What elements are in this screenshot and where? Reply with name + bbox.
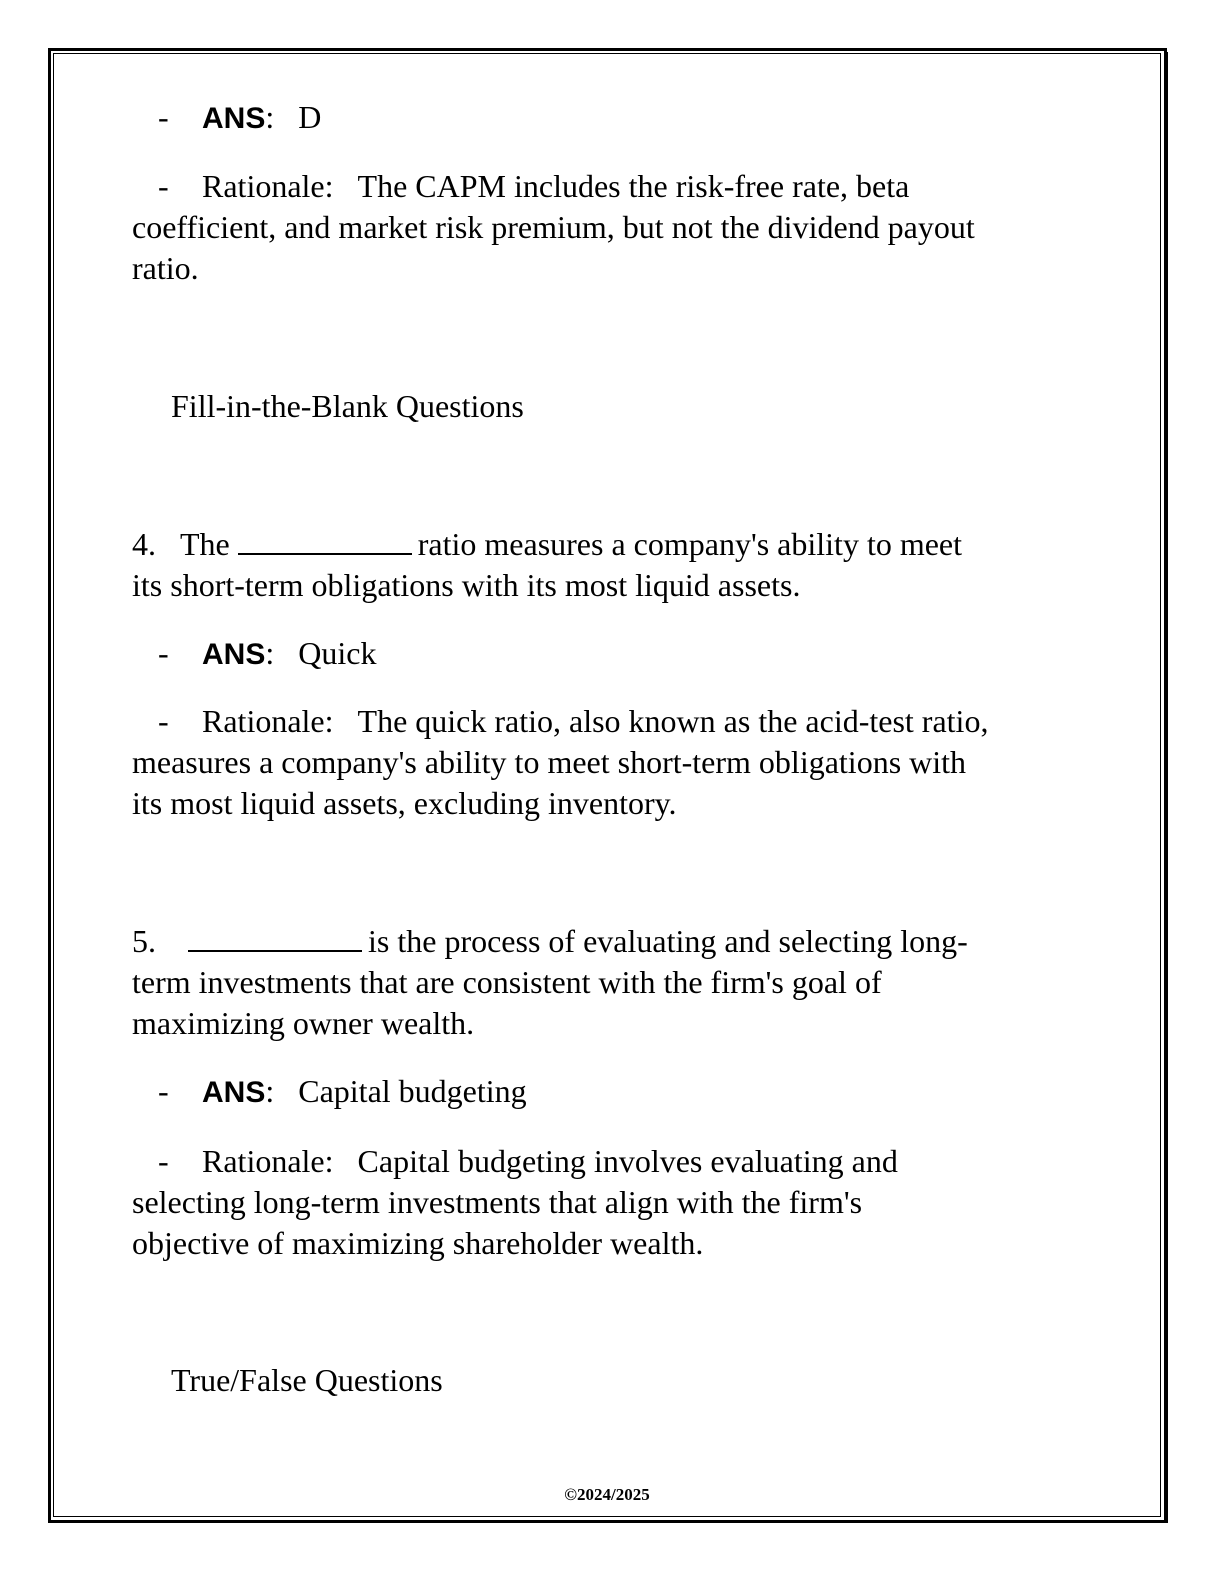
rationale-dash: - (158, 168, 169, 204)
answer-value: Quick (298, 635, 377, 671)
rationale-dash: - (158, 703, 169, 739)
answer-separator: : (265, 1073, 275, 1109)
rationale-line: ratio. (132, 250, 199, 286)
answer-line (132, 633, 1092, 675)
question-number: 4. (132, 526, 156, 562)
answer-line (132, 97, 1092, 139)
question-number: 5. (132, 923, 156, 959)
rationale-text: The quick ratio, also known as the acid-test ratio, (357, 703, 989, 739)
rationale-text: The CAPM includes the risk-free rate, beta (357, 168, 910, 204)
question-text: is the process of evaluating and selecting long- (368, 923, 968, 959)
answer-separator: : (265, 99, 275, 135)
rationale-line (132, 701, 1092, 742)
fill-in-blank (238, 527, 412, 555)
rationale-dash: - (158, 1143, 169, 1179)
rationale-label: Rationale: (202, 703, 334, 739)
answer-label: ANS (202, 638, 266, 671)
rationale-line: measures a company's ability to meet short-term obligations with (132, 744, 967, 780)
answer-label: ANS (202, 1076, 266, 1109)
question-text: ratio measures a company's ability to meet (417, 526, 963, 562)
answer-dash: - (158, 99, 169, 135)
question-line: maximizing owner wealth. (132, 1005, 475, 1041)
rationale-line: objective of maximizing shareholder wealth. (132, 1225, 704, 1261)
page-border-shadow-right (1166, 52, 1168, 1523)
question-line (132, 921, 1092, 962)
rationale-line (132, 1141, 1092, 1182)
section-heading: Fill-in-the-Blank Questions (171, 388, 524, 424)
question-line (132, 524, 1092, 565)
rationale-line: its most liquid assets, excluding inventory. (132, 785, 677, 821)
section-heading: True/False Questions (171, 1362, 443, 1398)
rationale-label: Rationale: (202, 1143, 334, 1179)
question-text: The (180, 526, 230, 562)
question-line: its short-term obligations with its most liquid assets. (132, 567, 801, 603)
rationale-label: Rationale: (202, 168, 334, 204)
question-line: term investments that are consistent with the firm's goal of (132, 964, 882, 1000)
rationale-line: selecting long-term investments that align with the firm's (132, 1184, 863, 1220)
page-border-shadow-bottom (52, 1521, 1168, 1523)
fill-in-blank (188, 924, 362, 952)
answer-value: Capital budgeting (298, 1073, 527, 1109)
answer-separator: : (265, 635, 275, 671)
rationale-line: coefficient, and market risk premium, but not the dividend payout (132, 209, 975, 245)
answer-dash: - (158, 635, 169, 671)
answer-dash: - (158, 1073, 169, 1109)
answer-label: ANS (202, 102, 266, 135)
page-footer-copyright: ©2024/2025 (564, 1485, 650, 1504)
rationale-line (132, 166, 1092, 207)
rationale-text: Capital budgeting involves evaluating and (357, 1143, 898, 1179)
answer-line (132, 1071, 1092, 1113)
answer-value: D (298, 99, 322, 135)
